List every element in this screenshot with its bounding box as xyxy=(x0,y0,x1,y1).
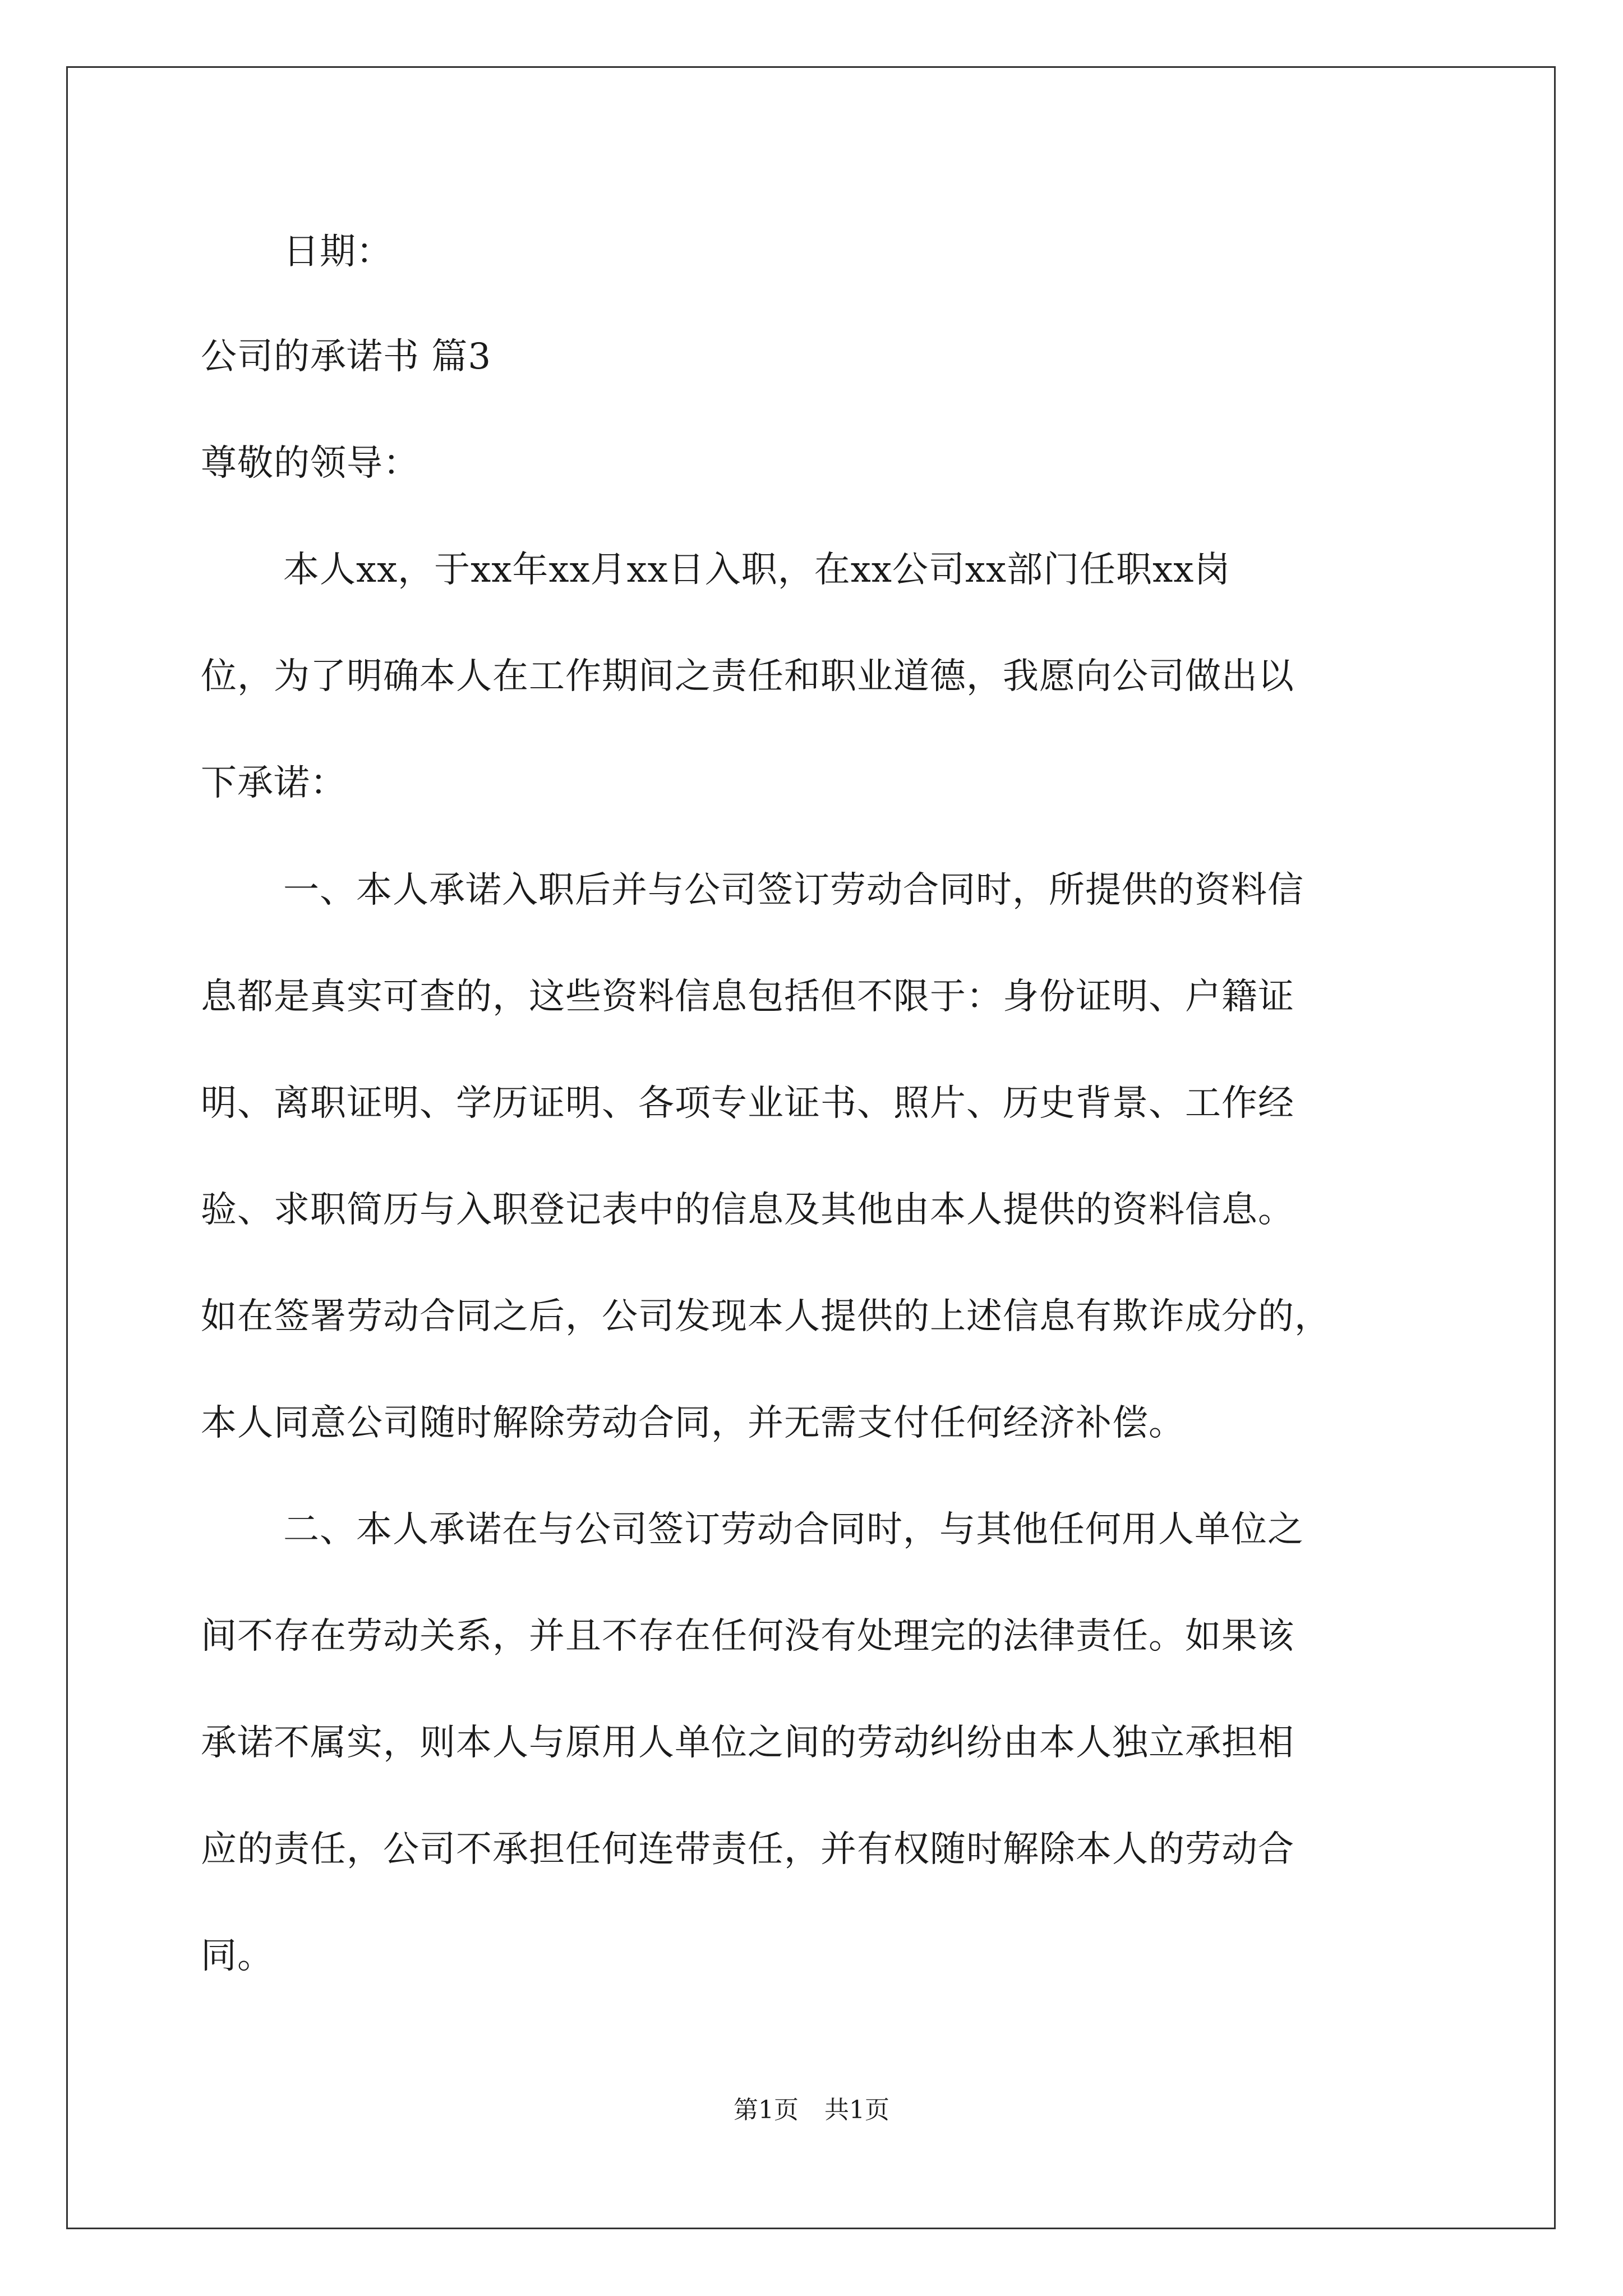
clause-one-line-2: 息都是真实可查的，这些资料信息包括但不限于：身份证明、户籍证 xyxy=(201,976,1294,1018)
paragraph-intro-line-2: 位，为了明确本人在工作期间之责任和职业道德，我愿向公司做出以 xyxy=(201,656,1294,697)
clause-one-line-3: 明、离职证明、学历证明、各项专业证书、照片、历史背景、工作经 xyxy=(201,1083,1294,1124)
clause-one-line-5: 如在签署劳动合同之后，公司发现本人提供的上述信息有欺诈成分的， xyxy=(201,1296,1331,1337)
clause-two-line-1: 二、本人承诺在与公司签订劳动合同时，与其他任何用人单位之 xyxy=(283,1509,1304,1550)
section-title: 公司的承诺书 篇3 xyxy=(201,336,492,378)
salutation: 尊敬的领导： xyxy=(201,443,419,484)
page-footer xyxy=(0,2093,1623,2127)
clause-two-line-5: 同。 xyxy=(201,1935,274,1977)
clause-two-line-3: 承诺不属实，则本人与原用人单位之间的劳动纠纷由本人独立承担相 xyxy=(201,1722,1294,1764)
page-total: 共1页 xyxy=(824,2096,889,2124)
clause-two-line-4: 应的责任，公司不承担任何连带责任，并有权随时解除本人的劳动合 xyxy=(201,1829,1294,1870)
clause-one-line-1: 一、本人承诺入职后并与公司签订劳动合同时，所提供的资料信 xyxy=(283,869,1304,911)
clause-one-line-6: 本人同意公司随时解除劳动合同，并无需支付任何经济补偿。 xyxy=(201,1402,1185,1444)
page-number: 第1页 xyxy=(734,2096,799,2124)
date-label: 日期： xyxy=(283,231,393,273)
clause-one-line-4: 验、求职简历与入职登记表中的信息及其他由本人提供的资料信息。 xyxy=(201,1189,1294,1231)
page-border xyxy=(66,66,1556,2229)
clause-two-line-2: 间不存在劳动关系，并且不存在任何没有处理完的法律责任。如果该 xyxy=(201,1616,1294,1657)
paragraph-intro-line-3: 下承诺： xyxy=(201,762,347,804)
paragraph-intro-line-1: 本人xx，于xx年xx月xx日入职，在xx公司xx部门任职xx岗 xyxy=(283,549,1231,591)
